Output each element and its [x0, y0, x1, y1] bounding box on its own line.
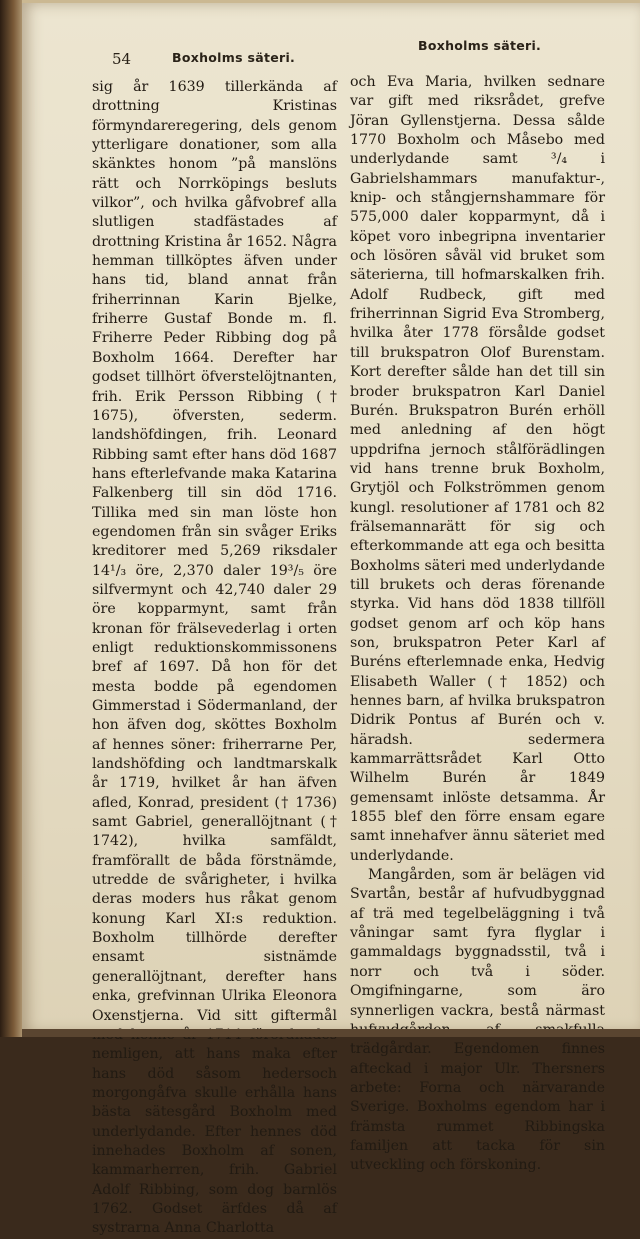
left-text-column [92, 78, 337, 1239]
right-paragraph-2: Mangården, som är belägen vid Svartån, består af hufvudbyggnad af trä med tegelbeläggning i två våningar samt fyra flyglar i gammaldags byggnadsstil, två i norr och två i söder. Omgifningarne, som äro synnerligen vackra, bestå närmast trädgårdar. Egendomen finnes afteckad i major Ulr. Thersners arbete: Forna och närvarande Sverige. Boxholms egendom har i främsta rummet Ribbingska familjen att tacka för sin utveckling och förskoning. [350, 867, 605, 1174]
right-text-column [350, 73, 605, 1176]
left-column-text: sig år 1639 tillerkända af drottning Kristinas förmyndareregering, dels genom ytterligare donationer, som alla skänktes honom ”på manslöns rätt och Norrköpings besluts vilkor”, och hvilka gåfvobref alla slutligen stadfästades af drottning Kristina år 1652. Några hemman tillköptes äfven under hans tid, bland annat från friherrinnan Karin Bjelke, friherre Gustaf Bonde m. fl. Friherre Peder Ribbing dog på Boxholm 1664. Derefter har godset tillhört öfverstelöjtnanten, frih. Erik Persson Ribbing († 1675), öfversten, sederm. landshöfdingen, frih. Leonard Ribbing samt efter hans död 1687 hans efterlefvande maka Katarina Falkenberg till sin död 1716. Tillika med sin man löste hon egendomen från sin svåger Eriks kreditorer med 5,269 riksdaler 14¹/₃ öre, 2,370 daler 19³/₅ öre silfvermynt och 42,740 daler 29 öre kopparmynt, samt från kronan för frälsevederlag i orten enligt reduktionskommissonens bref af 1697. Då hon för det mesta bodde på egendomen Gimmerstad i Södermanland, der hon äfven dog, sköttes Boxholm af hennes söner: friherrarne Per, landshöfding och landtmarskalk år 1719, hvilket år han äfven afled, Konrad, president († 1736) samt Gabriel, generallöjtnant († 1742), hvilka samfäldt, framförallt de båda förstnämde, utredde de svårigheter, i hvilka deras moders hus råkat genom konung Karl XI:s reduktion. Boxholm tillhörde derefter ensamt sistnämde generallöjtnant, derefter hans enka, grefvinnan Ulrika Eleonora Oxenstjerna. Vid sitt giftermål nemligen, att hans maka efter hans död såsom hedersoch morgongåfva skulle erhålla hans bästa sätesgård Boxholm med underlydande. Efter hennes död innehades Boxholm af sonen, kammarherren, frih. Gabriel Adolf Ribbing, som dog barnlös 1762. Godset ärfdes då af systrarna Anna Charlotta [92, 79, 337, 1237]
running-head-right: Boxholms säteri. [418, 38, 542, 53]
running-head-left: Boxholms säteri. [172, 50, 296, 65]
page-number: 54 [112, 50, 132, 68]
page-bottom-edge [22, 1029, 640, 1037]
right-paragraph-1: och Eva Maria, hvilken sednare var gift med riksrådet, grefve Jöran Gyllenstjerna. Dessa sålde 1770 Boxholm och Måsebo med underlydande samt ³/₄ i Gabrielshammars manufaktur-, knip- och stångjernshammare för 575,000 daler kopparmynt, då i köpet voro inbegripna inventarier och lösören såväl vid bruket som säterierna, till hofmarskalken frih. Adolf Rudbeck, gift med friherrinnan Sigrid Eva Stromberg, hvilka åter 1778 försålde godset till brukspatron Olof Burenstam. Kort derefter sålde han det till sin broder brukspatron Karl Daniel Burén. Brukspatron Burén erhöll med anledning af den högt uppdrifna jernoch stålförädlingen vid hans trenne bruk Boxholm, Grytjöl och Folkströmmen genom kungl. resolutioner af 1781 och 82 frälsemannarätt för sig och efterkommande att ega och besitta Boxholms säteri med underlydande till brukets och deras förenande styrka. Vid hans död 1838 tillföll godset genom arf och köp hans son, brukspatron Peter Karl af Buréns efterlemnade enka, Hedvig Elisabeth Waller († 1852) och hennes barn, af hvilka brukspatron Didrik Pontus af Burén och v. häradsh. sedermera kammarrättsrådet Karl Otto Wilhelm Burén år 1849 gemensamt inlöste detsamma. År 1855 blef den förre ensam egare samt innehafver ännu säteriet med underlydande. [350, 74, 605, 864]
